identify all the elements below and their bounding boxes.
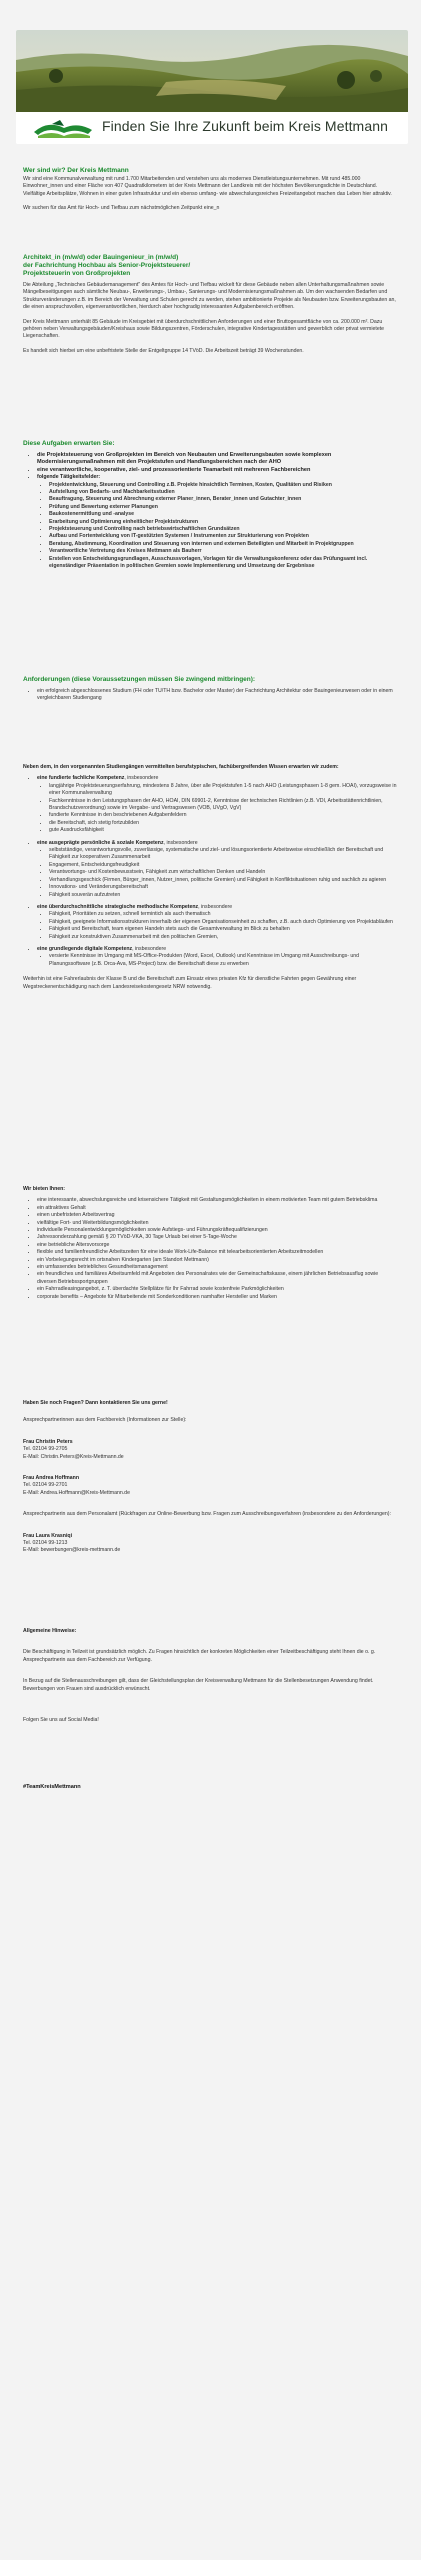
competence-title: eine ausgeprägte persönliche & soziale Kompetenz xyxy=(37,839,164,846)
notes-heading: Allgemeine Hinweise: xyxy=(23,1628,77,1634)
competence-suffix: , insbesondere xyxy=(198,903,233,910)
offer-item: • eine betriebliche Altersvorsorge xyxy=(37,1242,399,1249)
offer-item: • ein attraktives Gehalt xyxy=(37,1205,399,1212)
offer-heading: Wir bieten Ihnen: xyxy=(23,1186,66,1192)
task-sub-item: • Baukostenermittlung und -analyse xyxy=(49,511,399,518)
task-sublist xyxy=(37,482,399,571)
competence-item: • Engagement, Entscheidungsfreudigkeit xyxy=(49,862,399,869)
competence-title: eine überdurchschnittliche strategische methodische Kompetenz xyxy=(37,903,199,910)
task-sub-item: • Beauftragung, Steuerung und Abrechnung externer Planer_innen, Berater_innen und Gutachter_innen xyxy=(49,496,399,503)
competence-item: • Fachkenntnisse in den Leistungsphasen der AHO, HOAI, DIN 69901-2, Kenntnisse der technischen Richtlinien (z.B. VDI, Arbeitsstättenrichtlinien, Brandschutzverordnung) sowie im Vergabe- und Vertragswesen (VOB, UVgO, VgV) xyxy=(49,798,399,813)
competence-title: eine fundierte fachliche Kompetenz xyxy=(37,775,125,782)
offer-item: • eine interessante, abwechslungsreiche und krisensichere Tätigkeit mit Gestaltungsmöglichkeiten in einem motivierten Team mit gutem Betriebsklima xyxy=(37,1197,399,1204)
expectations-list xyxy=(23,775,399,968)
task-sub-item: • Aufbau und Fortentwicklung von IT-gestützten Systemen / Instrumenten zur Strukturierung von Projekten xyxy=(49,533,399,540)
landscape-photo xyxy=(16,30,408,112)
intro-paragraph-1: Wir sind eine Kommunalverwaltung mit rund 1.700 Mitarbeitenden und verstehen uns als modernes Dienstleistungsunternehmen. Mit rund 485.000 Einwohner_innen und einer Fläche von 407 Quadratkilometern ist der Kreis Mettmann der Landkreis mit der höchsten Bevölkerungsdichte in Deutschland. Vielfältige Arbeitsplätze, Wohnen in einer guten Infrastruktur und ein ebenso umfang- wie abwechslungsreiches Freizeitangebot machen das Leben hier attraktiv. xyxy=(23,176,392,197)
offer-item: • ein freundliches und familiäres Arbeitsumfeld mit Angeboten des Personalrates wie der Gemeinschaftskasse, einem jährlichen Betriebsausflug sowie diversen Betriebssportgruppen xyxy=(37,1271,399,1286)
task-item: • die Projektsteuerung von Großprojekten im Bereich von Neubauten und Erweiterungsbauten sowie komplexen Modernisierungsmaßnahmen mit den Projektstufen und Handlungsbereichen nach der AHO xyxy=(37,452,399,467)
task-sub-item: • Projektsteuerung und Controlling nach betriebswirtschaftlichen Grundsätzen xyxy=(49,526,399,533)
tasks-section xyxy=(23,440,399,571)
banner-tagline: Finden Sie Ihre Zukunft beim Kreis Mettmann xyxy=(102,118,388,134)
offer-item: • ein Vorbelegungsrecht im ortsnahen Kindergarten (am Standort Mettmann) xyxy=(37,1257,399,1264)
competence-item: • Verantwortungs- und Kostenbewusstsein, Fähigkeit zum wirtschaftlichen Denken und Handeln xyxy=(49,869,399,876)
requirements-list xyxy=(23,688,399,703)
task-sub-item: • Prüfung und Bewertung externer Planungen xyxy=(49,504,399,511)
competence-item: • selbstständige, verantwortungsvolle, zuverlässige, systematische und ziel- und lösungsorientierte Arbeitsweise einschließlich der Bereitschaft und Fähigkeit zur kooperativen Zusammenarbeit xyxy=(49,847,399,862)
offer-item: • ein Fahrradleasingangebot, z. T. überdachte Stellplätze für Ihr Fahrrad sowie kostenfreie Parkmöglichkeiten xyxy=(37,1286,399,1293)
hashtag-section xyxy=(23,1778,399,1795)
offer-item: • Jahressonderzahlung gemäß § 20 TVöD-VKA, 30 Tage Urlaub bei einer 5-Tage-Woche xyxy=(37,1234,399,1241)
job-paragraph-3: Es handelt sich hierbei um eine unbefristete Stelle der Entgeltgruppe 14 TVöD. Die Arbeitszeit beträgt 39 Wochenstunden. xyxy=(23,347,304,354)
competence-item: • Fähigkeit, geeignete Informationsstrukturen innerhalb der eigenen Organisationseinheit zu schaffen, z.B. auch durch Optimierung von Projektabläufen xyxy=(49,919,399,926)
competence-group xyxy=(37,904,399,941)
offer-list xyxy=(23,1197,399,1301)
competence-title: eine grundlegende digitale Kompetenz xyxy=(37,945,133,952)
contact-2-name: Frau Andrea Hoffmann xyxy=(23,1475,80,1482)
job-title-line-1: Architekt_in (m/w/d) oder Bauingenieur_in (m/w/d) xyxy=(23,254,179,261)
task-sub-item: • Erarbeitung und Optimierung einheitlicher Projektstrukturen xyxy=(49,519,399,526)
task-item xyxy=(37,474,399,570)
competence-suffix: , insbesondere xyxy=(163,839,198,846)
offer-section xyxy=(23,1186,399,1301)
contact-1-phone: Tel. 02104 99-2705 xyxy=(23,1446,68,1453)
competence-item: • Fähigkeit, Prioritäten zu setzen, schnell termintich als auch thematisch xyxy=(49,911,399,918)
competence-item: • Fähigkeit und Bereitschaft, team eigenen Handeln stets auch die Gesamtverwaltung im Blick zu behalten xyxy=(49,926,399,933)
task-sub-item: • Verantwortliche Vertretung des Kreises Mettmann als Bauherr xyxy=(49,548,399,555)
logo-strip xyxy=(16,112,408,144)
expectations-intro: Neben dem, in den vorgenannten Studiengängen vermittelten berufstypischen, fachübergreifenden Wissen erwarten wir zudem: xyxy=(23,764,339,770)
competence-sublist xyxy=(37,783,399,835)
offer-item: • corporate benefits – Angebote für Mitarbeitende mit Sonderkonditionen namhafter Hersteller und Marken xyxy=(37,1294,399,1301)
task-sub-item: • Erstellen von Entscheidungsgrundlagen, Ausschussvorlagen, Vorlagen für die Verwaltungskonferenz oder das Prüfungsamt incl. eigenständiger Präsentation in politischen Gremien sowie Implementierung und Umsetzung der Ergebnisse xyxy=(49,556,399,571)
requirements-heading: Anforderungen (diese Voraussetzungen müssen Sie zwingend mitbringen): xyxy=(23,676,256,683)
intro-section xyxy=(23,167,399,213)
competence-item: • fundierte Kenntnisse in den beschriebenen Aufgabenfeldern xyxy=(49,812,399,819)
notes-paragraph-2: In Bezug auf die Stellenausschreibungen gilt, dass der Gleichstellungsplan der Kreisverwaltung Mettmann für die Stellenbesetzungen Anwendung findet. Bewerbungen von Frauen sind ausdrücklich erwünscht. xyxy=(23,1678,374,1692)
competence-sublist xyxy=(37,847,399,899)
contact-fach-intro: Ansprechpartnerinnen aus dem Fachbereich (Informationen zur Stelle): xyxy=(23,1417,187,1424)
competence-item: • die Bereitschaft, sich stetig fortzubilden xyxy=(49,820,399,827)
competence-item: • versierte Kenntnisse im Umgang mit MS-Office-Produkten (Word, Excel, Outlook) und Kenntnisse im Umgang mit Ausschreibungs- und Planungssoftware (z.B. Orca-Ava, MS-Project) bzw. die Bereitschaft diese zu erwerben xyxy=(49,953,399,968)
competence-item: • gute Ausdrucksfähigkeit xyxy=(49,827,399,834)
kreis-mettmann-logo xyxy=(30,116,96,138)
job-paragraph-1: Die Abteilung „Technisches Gebäudemanagement" des Amtes für Hoch- und Tiefbau wickelt für diese Gebäude neben allen Unterhaltungsmaßnahmen sowie Mängelbeseitigungen auch sämtliche Neubau-, Erweiterungs-, Umbau-, Sanierungs- und Modernisierungsmaßnahmen ab. Um den wachsenden Bedarfen und Strukturveränderungen z.B. im Bereich der Verwaltung und Schulen gerecht zu werden, stehen ambitionierte Projekte als Neubauten bzw. Erweiterungsbauten an, die einen anspruchsvollen, eigenverantwortlichen, hierdurch aber hochgradig interessanten Aufgabenbereich eröffnen. xyxy=(23,282,396,311)
contact-question: Haben Sie noch Fragen? Dann kontaktieren Sie uns gerne! xyxy=(23,1400,168,1406)
job-section xyxy=(23,254,399,355)
contact-section xyxy=(23,1400,399,1555)
competence-sublist xyxy=(37,911,399,941)
competence-group xyxy=(37,775,399,834)
intro-paragraph-2: Wir suchen für das Amt für Hoch- und Tiefbau zum nächstmöglichen Zeitpunkt eine_n xyxy=(23,205,220,212)
contact-3-phone: Tel. 02104 99-1213 xyxy=(23,1540,68,1547)
competence-item: • Verhandlungsgeschick (Firmen, Bürger_innen, Nutzer_innen, politische Gremien) und Fähigkeit in Konfliktsituationen ruhig und sachlich zu agieren xyxy=(49,877,399,884)
offer-item: • ein umfassendes betriebliches Gesundheitsmanagement xyxy=(37,1264,399,1271)
license-note: Weiterhin ist eine Fahrerlaubnis der Klasse B und die Bereitschaft zum Einsatz eines privaten Kfz für dienstliche Fahrten gegen Gewährung einer Wegstreckenentschädigung nach dem Landesreisekostengesetz NRW notwendig. xyxy=(23,976,357,990)
competence-item: • Fähigkeit zur konstruktiven Zusammenarbeit mit den politischen Gremien, xyxy=(49,934,399,941)
contact-2-email[interactable]: E-Mail: Andrea.Hoffmann@Kreis-Mettmann.de xyxy=(23,1489,130,1496)
competence-suffix: , insbesondere xyxy=(124,775,159,782)
requirement-item: • ein erfolgreich abgeschlossenes Studium (FH oder TU/TH bzw. Bachelor oder Master) der Fachrichtung Architektur oder Bauingenieurwesen oder in einem vergleichbaren Studiengang xyxy=(37,688,399,703)
contact-3-name: Frau Laura Krasniqi xyxy=(23,1532,73,1539)
task-item: • eine verantwortliche, kooperative, ziel- und prozessorientierte Teamarbeit mit mehreren Fachbereichen xyxy=(37,467,399,474)
job-title-line-3: Projektsteuerin von Großprojekten xyxy=(23,270,131,277)
offer-item: • einen unbefristeten Arbeitsvertrag xyxy=(37,1212,399,1219)
task-sub-item: • Projektentwicklung, Steuerung und Controlling z.B. Projekte hinsichtlich Terminen, Kosten, Qualitäten und Risiken xyxy=(49,482,399,489)
contact-3-email[interactable]: E-Mail: bewerbungen@kreis-mettmann.de xyxy=(23,1547,121,1554)
tasks-heading: Diese Aufgaben erwarten Sie: xyxy=(23,440,115,447)
expectations-section xyxy=(23,764,399,991)
contact-1-name: Frau Christin Peters xyxy=(23,1438,73,1445)
contact-2-phone: Tel. 02104 99-2701 xyxy=(23,1482,68,1489)
requirements-section xyxy=(23,676,399,703)
competence-suffix: , insbesondere xyxy=(132,945,167,952)
contact-hr-intro: Ansprechpartnerin aus dem Personalamt (Rückfragen zur Online-Bewerbung bzw. Fragen zum Ausschreibungsverfahren (insbesondere zu den Anforderungen): xyxy=(23,1511,391,1518)
competence-item: • Innovations- und Veränderungsbereitschaft xyxy=(49,884,399,891)
social-media-note: Folgen Sie uns auf Social Media! xyxy=(23,1717,99,1724)
task-item-label: folgende Tätigkeitsfelder: xyxy=(37,474,101,481)
competence-group xyxy=(37,840,399,899)
task-sub-item: • Beratung, Abstimmung, Koordination und Steuerung von internen und externen Beteiligten und Mitarbeit in Projektgruppen xyxy=(49,541,399,548)
competence-item: • Fähigkeit souverän aufzutreten xyxy=(49,892,399,899)
notes-section xyxy=(23,1628,399,1724)
offer-item: • flexible und familienfreundliche Arbeitszeiten für eine ideale Work-Life-Balance mit telearbeitsorientierten Arbeitszeitmodellen xyxy=(37,1249,399,1256)
notes-paragraph-1: Die Beschäftigung in Teilzeit ist grundsätzlich möglich. Zu Fragen hinsichtlich der konkreten Möglichkeiten einer Teilzeitbeschäftigung steht Ihnen die o. g. Ansprechpartnerin aus dem Fachbereich zur Verfügung. xyxy=(23,1649,376,1663)
competence-item: • langjährige Projektsteuerungserfahrung, mindestens 8 Jahre, über alle Projektstufen 1-5 nach AHO (Leistungsphasen 1-8 gem. HOAI), vorzugsweise in einer Kommunalverwaltung xyxy=(49,783,399,798)
offer-item: • individuelle Personalentwicklungsmöglichkeiten sowie Aufstiegs- und Führungskräftequalifizierungen xyxy=(37,1227,399,1234)
competence-group xyxy=(37,946,399,968)
competence-sublist xyxy=(37,953,399,968)
job-paragraph-2: Der Kreis Mettmann unterhält 85 Gebäude im Kreisgebiet mit überdurchschnittlichen Anforderungen und einer Bruttogesamtfläche von ca. 200.000 m². Dazu gehören neben Verwaltungsgebäuden/Kreishaus sowie Bildungszentren, Förderschulen, integrative Kindertagesstätten und gewerblich oder privat vermietete Liegenschaften. xyxy=(23,318,385,340)
hashtag[interactable]: #TeamKreisMettmann xyxy=(23,1783,81,1790)
task-sub-item: • Aufstellung von Bedarfs- und Machbarkeitsstudien xyxy=(49,489,399,496)
job-title-line-2: der Fachrichtung Hochbau als Senior-Projektsteuerer/ xyxy=(23,262,191,269)
header-banner xyxy=(16,30,408,144)
contact-1-email[interactable]: E-Mail: Christin.Peters@Kreis-Mettmann.de xyxy=(23,1453,124,1460)
intro-heading: Wer sind wir? Der Kreis Mettmann xyxy=(23,167,129,174)
tasks-list xyxy=(23,452,399,571)
offer-item: • vielfältige Fort- und Weiterbildungsmöglichkeiten xyxy=(37,1220,399,1227)
